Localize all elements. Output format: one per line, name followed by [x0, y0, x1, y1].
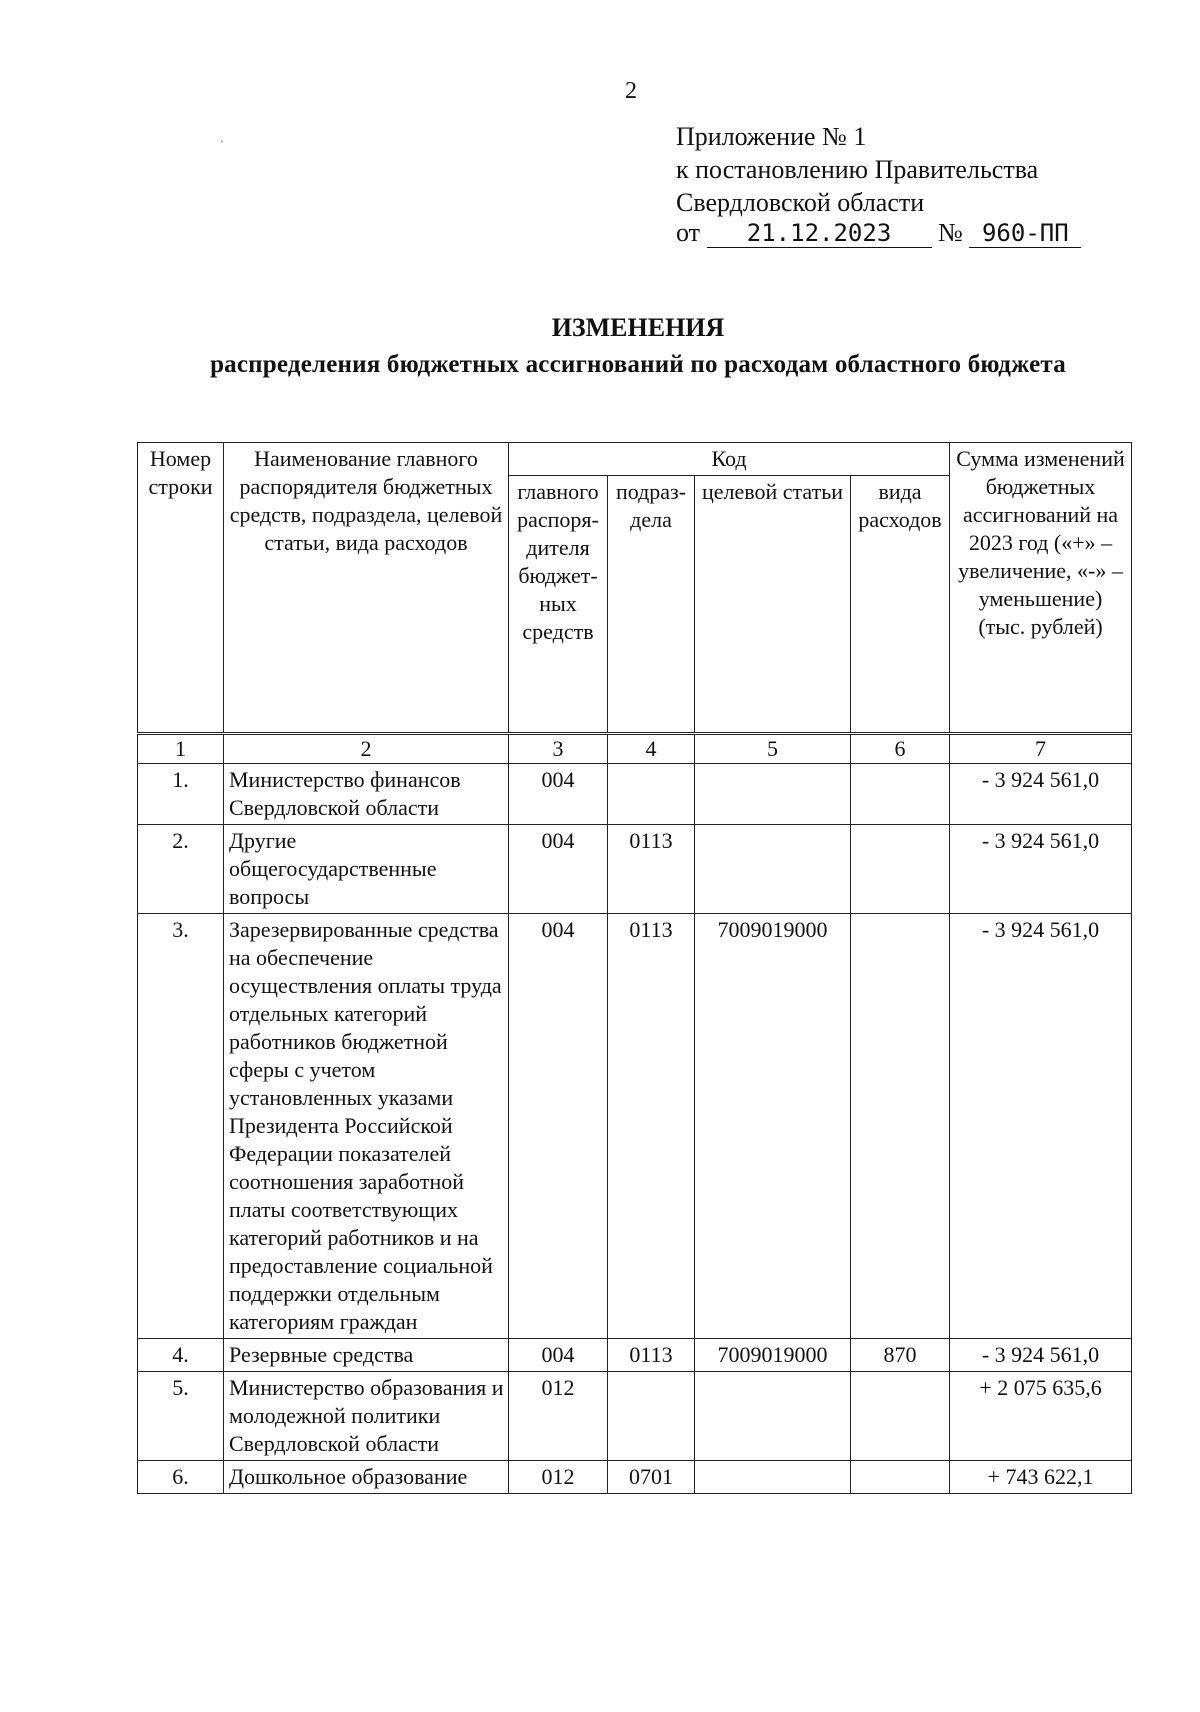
column-number: 7 — [950, 734, 1132, 764]
table-row — [138, 764, 1132, 825]
table-row — [138, 1461, 1132, 1494]
row-code-gr: 004 — [509, 764, 608, 825]
document-title: ИЗМЕНЕНИЯ — [551, 313, 725, 342]
row-code-sub: 0113 — [608, 825, 695, 914]
row-amount: - 3 924 561,0 — [950, 914, 1132, 1339]
appendix-line-3: Свердловской области — [676, 188, 925, 217]
row-code-gr: 004 — [509, 825, 608, 914]
row-number: 2. — [138, 825, 224, 914]
budget-changes-table — [137, 442, 1132, 1494]
page-number: 2 — [625, 78, 637, 104]
header-code: Код — [509, 443, 950, 476]
header-code-target: целевой статьи — [695, 476, 851, 734]
header-code-gr: главного распоря-дителя бюджет-ных средств — [509, 476, 608, 734]
row-amount: - 3 924 561,0 — [950, 825, 1132, 914]
row-code-target: 7009019000 — [695, 914, 851, 1339]
header-code-sub: подраз-дела — [608, 476, 695, 734]
table-row — [138, 914, 1132, 1339]
column-number: 4 — [608, 734, 695, 764]
row-code-gr: 012 — [509, 1372, 608, 1461]
row-code-sub — [608, 764, 695, 825]
row-code-target: 7009019000 — [695, 1339, 851, 1372]
row-code-target — [695, 764, 851, 825]
resolution-date: 21.12.2023 — [707, 219, 932, 248]
row-code-kind — [851, 1461, 950, 1494]
header-amount: Сумма изменений бюджетных ассигнований на 2023 год («+» – увеличение, «-» – уменьшение) (тыс. рублей) — [950, 443, 1132, 734]
row-code-kind — [851, 1372, 950, 1461]
scan-mark: ˋ — [220, 138, 224, 152]
document-subtitle: распределения бюджетных ассигнований по расходам областного бюджета — [210, 351, 1066, 378]
table-row — [138, 1339, 1132, 1372]
header-code-kind: вида расходов — [851, 476, 950, 734]
row-name: Другие общегосударственные вопросы — [224, 825, 509, 914]
row-name: Министерство образования и молодежной политики Свердловской области — [224, 1372, 509, 1461]
column-number: 6 — [851, 734, 950, 764]
row-code-target — [695, 1461, 851, 1494]
column-number: 3 — [509, 734, 608, 764]
row-number: 1. — [138, 764, 224, 825]
date-prefix: от — [676, 218, 701, 247]
row-code-sub: 0113 — [608, 914, 695, 1339]
row-name: Дошкольное образование — [224, 1461, 509, 1494]
row-amount: - 3 924 561,0 — [950, 764, 1132, 825]
table-row — [138, 825, 1132, 914]
appendix-line-2: к постановлению Правительства — [676, 155, 1039, 184]
table-row — [138, 1372, 1132, 1461]
row-code-sub — [608, 1372, 695, 1461]
row-code-gr: 004 — [509, 1339, 608, 1372]
row-number: 6. — [138, 1461, 224, 1494]
table-header-row — [138, 443, 1132, 476]
row-code-kind — [851, 764, 950, 825]
appendix-header — [676, 120, 1038, 219]
header-name: Наименование главного распорядителя бюджетных средств, подраздела, целевой статьи, вида расходов — [224, 443, 509, 734]
row-name: Министерство финансов Свердловской области — [224, 764, 509, 825]
row-number: 4. — [138, 1339, 224, 1372]
row-code-target — [695, 825, 851, 914]
row-code-sub: 0113 — [608, 1339, 695, 1372]
row-code-sub: 0701 — [608, 1461, 695, 1494]
row-code-kind — [851, 914, 950, 1339]
row-code-gr: 004 — [509, 914, 608, 1339]
appendix-line-1: Приложение № 1 — [676, 122, 867, 151]
row-amount: - 3 924 561,0 — [950, 1339, 1132, 1372]
row-number: 5. — [138, 1372, 224, 1461]
column-number: 5 — [695, 734, 851, 764]
row-number: 3. — [138, 914, 224, 1339]
row-amount: + 743 622,1 — [950, 1461, 1132, 1494]
row-code-kind — [851, 825, 950, 914]
column-number: 1 — [138, 734, 224, 764]
row-name: Зарезервированные средства на обеспечение осуществления оплаты труда отдельных категорий работников бюджетной сферы с учетом установленных указами Президента Российской Федерации показателей соотношения заработной платы соответствующих категорий работников и на предоставление социальной поддержки отдельным категориям граждан — [224, 914, 509, 1339]
row-code-gr: 012 — [509, 1461, 608, 1494]
resolution-number: 960-ПП — [969, 219, 1081, 248]
row-amount: + 2 075 635,6 — [950, 1372, 1132, 1461]
header-row-number: Номер строки — [138, 443, 224, 734]
column-number-row — [138, 734, 1132, 764]
row-code-kind: 870 — [851, 1339, 950, 1372]
row-name: Резервные средства — [224, 1339, 509, 1372]
row-code-target — [695, 1372, 851, 1461]
resolution-date-number — [676, 218, 1081, 248]
column-number: 2 — [224, 734, 509, 764]
number-prefix: № — [938, 218, 963, 247]
